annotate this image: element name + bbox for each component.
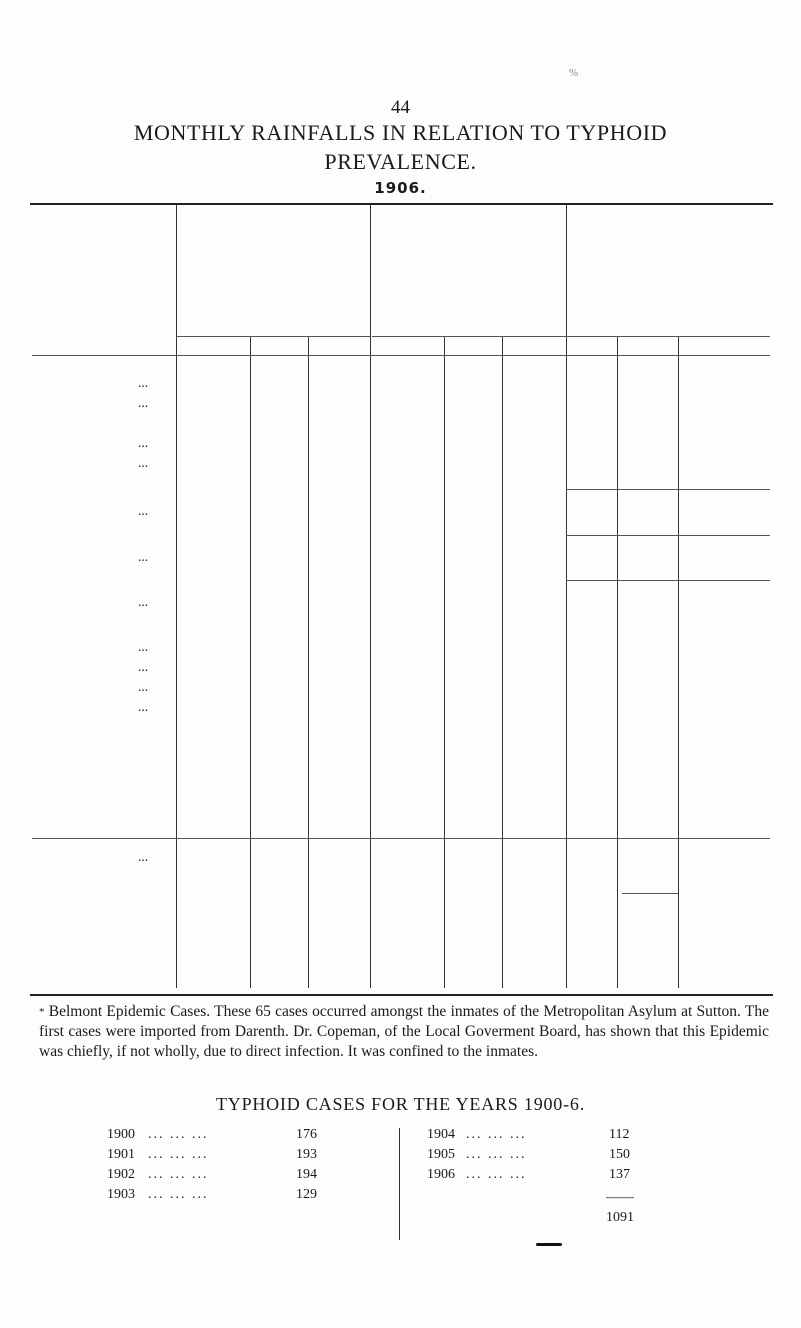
header-rule xyxy=(176,336,370,337)
column-divider xyxy=(250,337,251,988)
summary-divider xyxy=(399,1128,400,1240)
end-ornament xyxy=(536,1243,562,1246)
title-line-2: PREVALENCE. xyxy=(324,149,477,174)
header-rule xyxy=(566,336,770,337)
row-rule xyxy=(566,580,770,581)
year-heading: 1906. xyxy=(374,179,427,197)
dot-leader: ... xyxy=(138,639,149,654)
summary-leader: ... ... ... xyxy=(148,1127,209,1142)
summary-cases: 193 xyxy=(296,1147,317,1162)
column-divider xyxy=(678,337,679,988)
summary-year: 1900 xyxy=(107,1127,135,1142)
row-rule xyxy=(566,535,770,536)
row-rule xyxy=(566,489,770,490)
summary-cases: 176 xyxy=(296,1127,317,1142)
summary-leader: ... ... ... xyxy=(148,1147,209,1162)
dot-leader: ... xyxy=(138,549,149,564)
corner-mark: % xyxy=(569,67,579,79)
page-title xyxy=(0,118,801,176)
summary-leader: ... ... ... xyxy=(148,1167,209,1182)
summary-total-rule: —— xyxy=(606,1190,634,1205)
summary-leader: ... ... ... xyxy=(466,1167,527,1182)
summary-title: TYPHOID CASES FOR THE YEARS 1900-6. xyxy=(215,1094,586,1114)
summary-leader: ... ... ... xyxy=(466,1127,527,1142)
summary-cases: 112 xyxy=(609,1127,630,1142)
summary-year: 1902 xyxy=(107,1167,135,1182)
summary-year: 1904 xyxy=(427,1127,455,1142)
total-rule xyxy=(32,838,770,839)
footnote-star: * xyxy=(39,1006,45,1018)
bottom-rule xyxy=(30,994,773,996)
summary-year: 1906 xyxy=(427,1167,455,1182)
summary-cases: 150 xyxy=(609,1147,630,1162)
dot-leader: ... xyxy=(138,395,149,410)
dot-leader: ... xyxy=(138,699,149,714)
dot-leader: ... xyxy=(138,455,149,470)
summary-year: 1903 xyxy=(107,1187,135,1202)
district-divider xyxy=(566,205,567,988)
column-divider xyxy=(308,337,309,988)
page-number: 44 xyxy=(391,97,410,118)
footnote xyxy=(39,1002,769,1062)
summary-leader: ... ... ... xyxy=(148,1187,209,1202)
summary-cases: 137 xyxy=(609,1167,630,1182)
dot-leader: ... xyxy=(138,594,149,609)
dot-leader: ... xyxy=(138,679,149,694)
summary-year: 1901 xyxy=(107,1147,135,1162)
dot-leader: ... xyxy=(138,849,149,864)
summary-cases: 129 xyxy=(296,1187,317,1202)
footnote-text: Belmont Epidemic Cases. These 65 cases occurred amongst the inmates of the Metropolitan Asylum at Sutton. The first cases were imported from Darenth. Dr. Copeman, of the Local Goverment Board, has shown that this Epidemic was chiefly, if not wholly, due to direct infection. It was confined to the inmates. xyxy=(39,1003,769,1060)
summary-cases: 194 xyxy=(296,1167,317,1182)
header-base-rule xyxy=(32,355,770,356)
dot-leader: ... xyxy=(138,659,149,674)
district-divider xyxy=(370,205,371,988)
summary-total: 1091 xyxy=(606,1210,634,1225)
dot-leader: ... xyxy=(138,435,149,450)
dot-leader: ... xyxy=(138,375,149,390)
summary-year: 1905 xyxy=(427,1147,455,1162)
summary-leader: ... ... ... xyxy=(466,1147,527,1162)
dot-leader: ... xyxy=(138,503,149,518)
header-rule xyxy=(372,336,566,337)
column-divider xyxy=(617,337,618,988)
title-line-1: MONTHLY RAINFALLS IN RELATION TO TYPHOID xyxy=(133,120,668,145)
district-divider xyxy=(176,205,177,988)
column-divider xyxy=(444,337,445,988)
top-rule xyxy=(30,203,773,205)
column-divider xyxy=(502,337,503,988)
total-net-rule xyxy=(622,893,678,894)
